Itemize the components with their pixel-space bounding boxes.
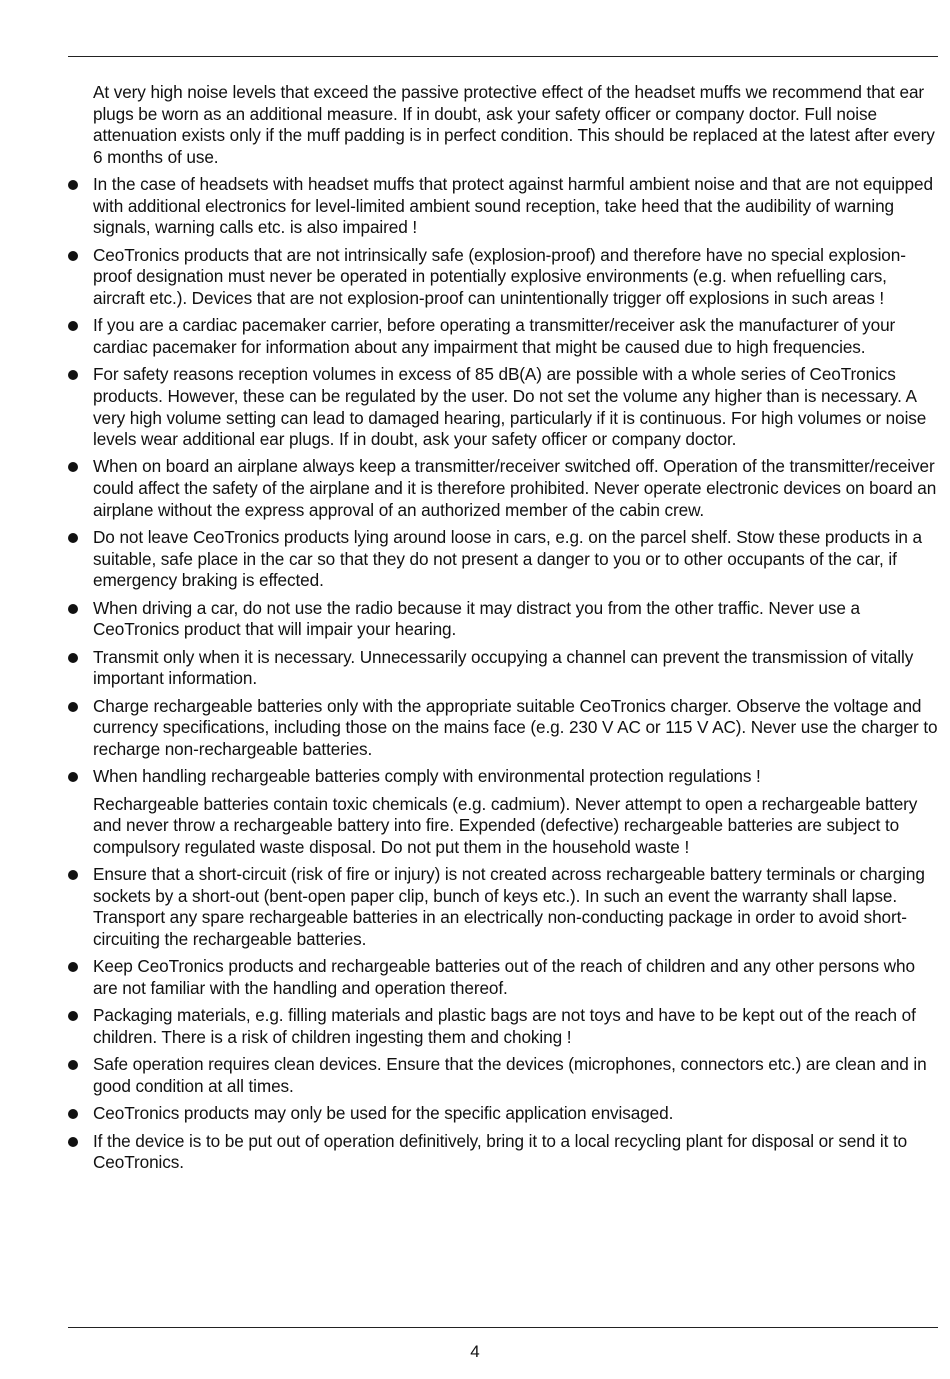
bullet-text: Charge rechargeable batteries only with the appropriate suitable CeoTronics charger. Observe the voltage and currency specifications, including those on the mains face (e.g. 230 V AC or 115 V AC). Never use the charger to recharge non-rechargeable batteries.: [93, 695, 938, 759]
bullet-icon: [68, 533, 78, 543]
bullet-text: When driving a car, do not use the radio because it may distract you from the other traffic. Never use a CeoTronics product that will impair your hearing.: [93, 597, 860, 640]
bullet-item: [68, 1103, 940, 1125]
bullet-item: [68, 527, 940, 592]
bullet-icon: [68, 251, 78, 261]
bullet-text: When on board an airplane always keep a transmitter/receiver switched off. Operation of the transmitter/receiver could affect the safety of the airplane and it is therefore prohibited. Never operate electronic devices on board an airplane without the express approval of an authorized member of the cabin crew.: [93, 456, 937, 520]
bullet-item: [68, 696, 940, 761]
footer-rule: [68, 1327, 938, 1328]
bullet-item: [68, 245, 940, 310]
bullet-text: Transmit only when it is necessary. Unnecessarily occupying a channel can prevent the transmission of vitally important information.: [93, 646, 914, 689]
bullet-item: [68, 1005, 940, 1048]
bullet-icon: [68, 604, 78, 614]
bullet-text: Keep CeoTronics products and rechargeable batteries out of the reach of children and any other persons who are not familiar with the handling and operation thereof.: [93, 956, 915, 998]
bullet-icon: [68, 321, 78, 331]
bullet-text: CeoTronics products that are not intrinsically safe (explosion-proof) and therefore have no special explosion-proof designation must never be operated in potentially explosive environments (e.g. when refuelling cars, aircraft etc.). Devices that are not explosion-proof can unintentionally trigger off explosions in such areas !: [93, 244, 906, 308]
bullet-icon: [68, 1109, 78, 1119]
bullet-icon: [68, 1060, 78, 1070]
bullet-text: Safe operation requires clean devices. Ensure that the devices (microphones, connectors etc.) are clean and in good condition at all times.: [93, 1054, 927, 1096]
bullet-item: [68, 315, 940, 358]
bullet-text: Ensure that a short-circuit (risk of fire or injury) is not created across rechargeable battery terminals or charging sockets by a short-out (bent-open paper clip, bunch of keys etc.). In such an event the warranty shall lapse. Transport any spare rechargeable batteries in an electrically non-conducting package in order to avoid short-circuiting the rechargeable batteries.: [93, 864, 925, 949]
bullet-item: [68, 766, 940, 788]
bullet-item: [68, 864, 940, 950]
paragraph: [68, 794, 940, 859]
bullet-text: For safety reasons reception volumes in excess of 85 dB(A) are possible with a whole series of CeoTronics products. However, these can be regulated by the user. Do not set the volume any higher than is necessary. A very high volume setting can lead to damaged hearing, particularly if it is continuous. For high volumes or noise levels wear additional ear plugs. If in doubt, ask your safety officer or company doctor.: [93, 364, 927, 450]
page-number: 4: [470, 1342, 480, 1361]
bullet-icon: [68, 1011, 78, 1021]
bullet-text: When handling rechargeable batteries comply with environmental protection regulations !: [93, 766, 761, 787]
bullet-text: If you are a cardiac pacemaker carrier, before operating a transmitter/receiver ask the manufacturer of your cardiac pacemaker for information about any impairment that might be caused due to high frequencies.: [93, 315, 896, 357]
bullet-icon: [68, 962, 78, 972]
bullet-item: [68, 956, 940, 999]
paragraph: [68, 82, 940, 168]
bullet-item: [68, 1131, 940, 1174]
paragraph-text: Rechargeable batteries contain toxic chemicals (e.g. cadmium). Never attempt to open a rechargeable battery and never throw a rechargeable battery into fire. Expended (defective) rechargeable batteries are subject to compulsory regulated waste disposal. Do not put them in the household waste !: [93, 793, 918, 857]
safety-instructions: [68, 82, 940, 1180]
bullet-text: Packaging materials, e.g. filling materials and plastic bags are not toys and have to be kept out of the reach of children. There is a risk of children ingesting them and choking !: [93, 1005, 916, 1047]
bullet-item: [68, 647, 940, 690]
bullet-icon: [68, 772, 78, 782]
bullet-item: [68, 174, 940, 239]
paragraph-text: At very high noise levels that exceed the passive protective effect of the headset muffs we recommend that ear plugs be worn as an additional measure. If in doubt, ask your safety officer or company doctor. Full noise attenuation exists only if the muff padding is in perfect condition. This should be replaced at the latest after every 6 months of use.: [93, 82, 935, 167]
bullet-icon: [68, 870, 78, 880]
header-rule: [68, 56, 938, 57]
bullet-text: If the device is to be put out of operation definitively, bring it to a local recycling plant for disposal or send it to CeoTronics.: [93, 1130, 908, 1173]
bullet-text: In the case of headsets with headset muffs that protect against harmful ambient noise and that are not equipped with additional electronics for level-limited ambient sound reception, take heed that the audibility of warning signals, warning calls etc. is also impaired !: [93, 174, 933, 238]
bullet-icon: [68, 180, 78, 190]
bullet-item: [68, 364, 940, 450]
bullet-item: [68, 598, 940, 641]
bullet-item: [68, 1054, 940, 1097]
bullet-text: CeoTronics products may only be used for the specific application envisaged.: [93, 1103, 674, 1124]
bullet-icon: [68, 653, 78, 663]
bullet-icon: [68, 702, 78, 712]
bullet-text: Do not leave CeoTronics products lying around loose in cars, e.g. on the parcel shelf. Stow these products in a suitable, safe place in the car so that they do not present a danger to you or to other occupants of the car, if emergency braking is effected.: [93, 527, 923, 591]
bullet-icon: [68, 462, 78, 472]
bullet-icon: [68, 1137, 78, 1147]
bullet-icon: [68, 370, 78, 380]
bullet-item: [68, 456, 940, 521]
